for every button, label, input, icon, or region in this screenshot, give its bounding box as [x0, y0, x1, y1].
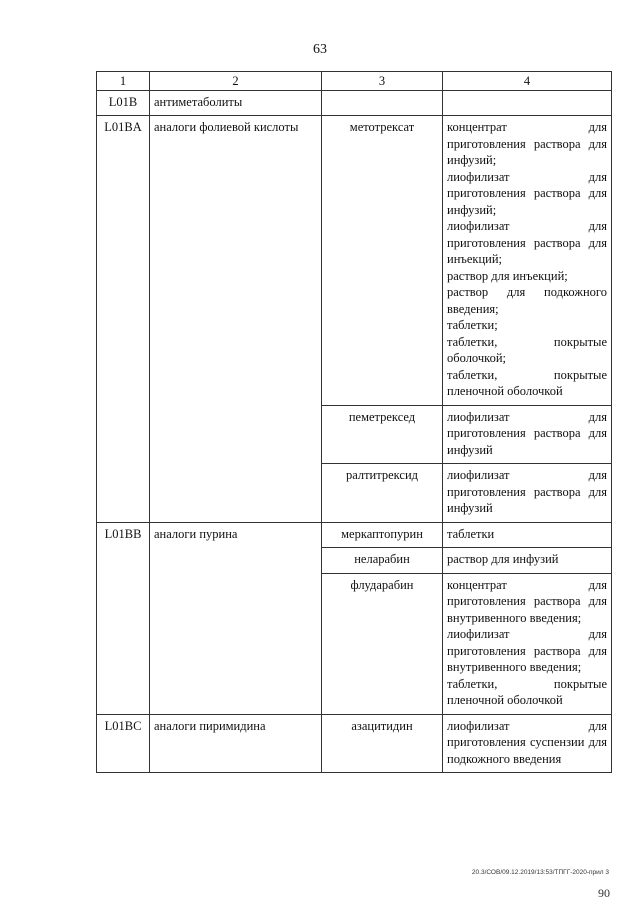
dosage-form-line: лиофилизат для приготовления раствора для инфузий; [447, 169, 607, 217]
dosage-forms-cell [443, 522, 612, 548]
dosage-forms-cell [443, 90, 612, 116]
atc-code-cell: L01BB [97, 522, 150, 714]
dosage-form-line: раствор для инфузий [447, 552, 559, 566]
drug-name-cell: флударабин [322, 573, 443, 714]
table-row [97, 714, 612, 773]
dosage-form-line: лиофилизат для приготовления раствора для внутривенного введения; [447, 627, 607, 674]
header-cell-1: 1 [97, 72, 150, 91]
dosage-forms-cell [443, 714, 612, 773]
dosage-form-line: лиофилизат для приготовления раствора для инъекций; [447, 219, 607, 266]
dosage-form-line: таблетки; [447, 318, 498, 332]
drug-name-cell: метотрексат [322, 116, 443, 406]
header-cell-2: 2 [150, 72, 322, 91]
drug-name-cell [322, 90, 443, 116]
header-cell-4: 4 [443, 72, 612, 91]
header-row [97, 72, 612, 91]
table-row [97, 116, 612, 406]
group-name-cell: аналоги пиримидина [150, 714, 322, 773]
drug-name-cell: меркаптопурин [322, 522, 443, 548]
group-name-cell: антиметаболиты [150, 90, 322, 116]
table-body [97, 72, 612, 773]
dosage-form-line: лиофилизат для приготовления раствора для инфузий [447, 409, 607, 457]
footer-page-number: 90 [598, 886, 610, 900]
table-row [97, 522, 612, 548]
dosage-form-line: таблетки, покрытые оболочкой; [447, 334, 607, 365]
drug-name-cell: ралтитрексид [322, 464, 443, 523]
dosage-forms-cell [443, 573, 612, 714]
atc-code-cell: L01B [97, 90, 150, 116]
dosage-forms-cell [443, 405, 612, 464]
header-cell-3: 3 [322, 72, 443, 91]
drug-table [96, 71, 612, 773]
dosage-form-line: лиофилизат для приготовления раствора для инфузий [447, 468, 607, 515]
drug-name-cell: пеметрексед [322, 405, 443, 464]
footer-code: 20.3/СОВ/09.12.2019/13:53/ТПГГ-2020-прил 3 [471, 869, 609, 876]
dosage-forms-cell [443, 464, 612, 523]
dosage-form-line: концентрат для приготовления раствора для внутривенного введения; [447, 577, 607, 625]
dosage-form-line: таблетки, покрытые пленочной оболочкой [447, 367, 607, 398]
dosage-form-line: концентрат для приготовления раствора для инфузий; [447, 120, 607, 167]
dosage-forms-cell [443, 116, 612, 406]
dosage-form-line: лиофилизат для приготовления суспензии для подкожного введения [447, 718, 607, 766]
atc-code-cell: L01BA [97, 116, 150, 523]
page-number: 63 [313, 42, 327, 57]
dosage-form-line: таблетки [447, 526, 495, 541]
group-name-cell: аналоги пурина [150, 522, 322, 714]
drug-name-cell: неларабин [322, 548, 443, 574]
dosage-form-line: раствор для инъекций; [447, 268, 568, 283]
dosage-form-line: раствор для подкожного введения; [447, 285, 607, 316]
group-name-cell: аналоги фолиевой кислоты [150, 116, 322, 523]
table-row [97, 90, 612, 116]
dosage-forms-cell [443, 548, 612, 574]
atc-code-cell: L01BC [97, 714, 150, 773]
dosage-form-line: таблетки, покрытые пленочной оболочкой [447, 676, 607, 707]
drug-name-cell: азацитидин [322, 714, 443, 773]
